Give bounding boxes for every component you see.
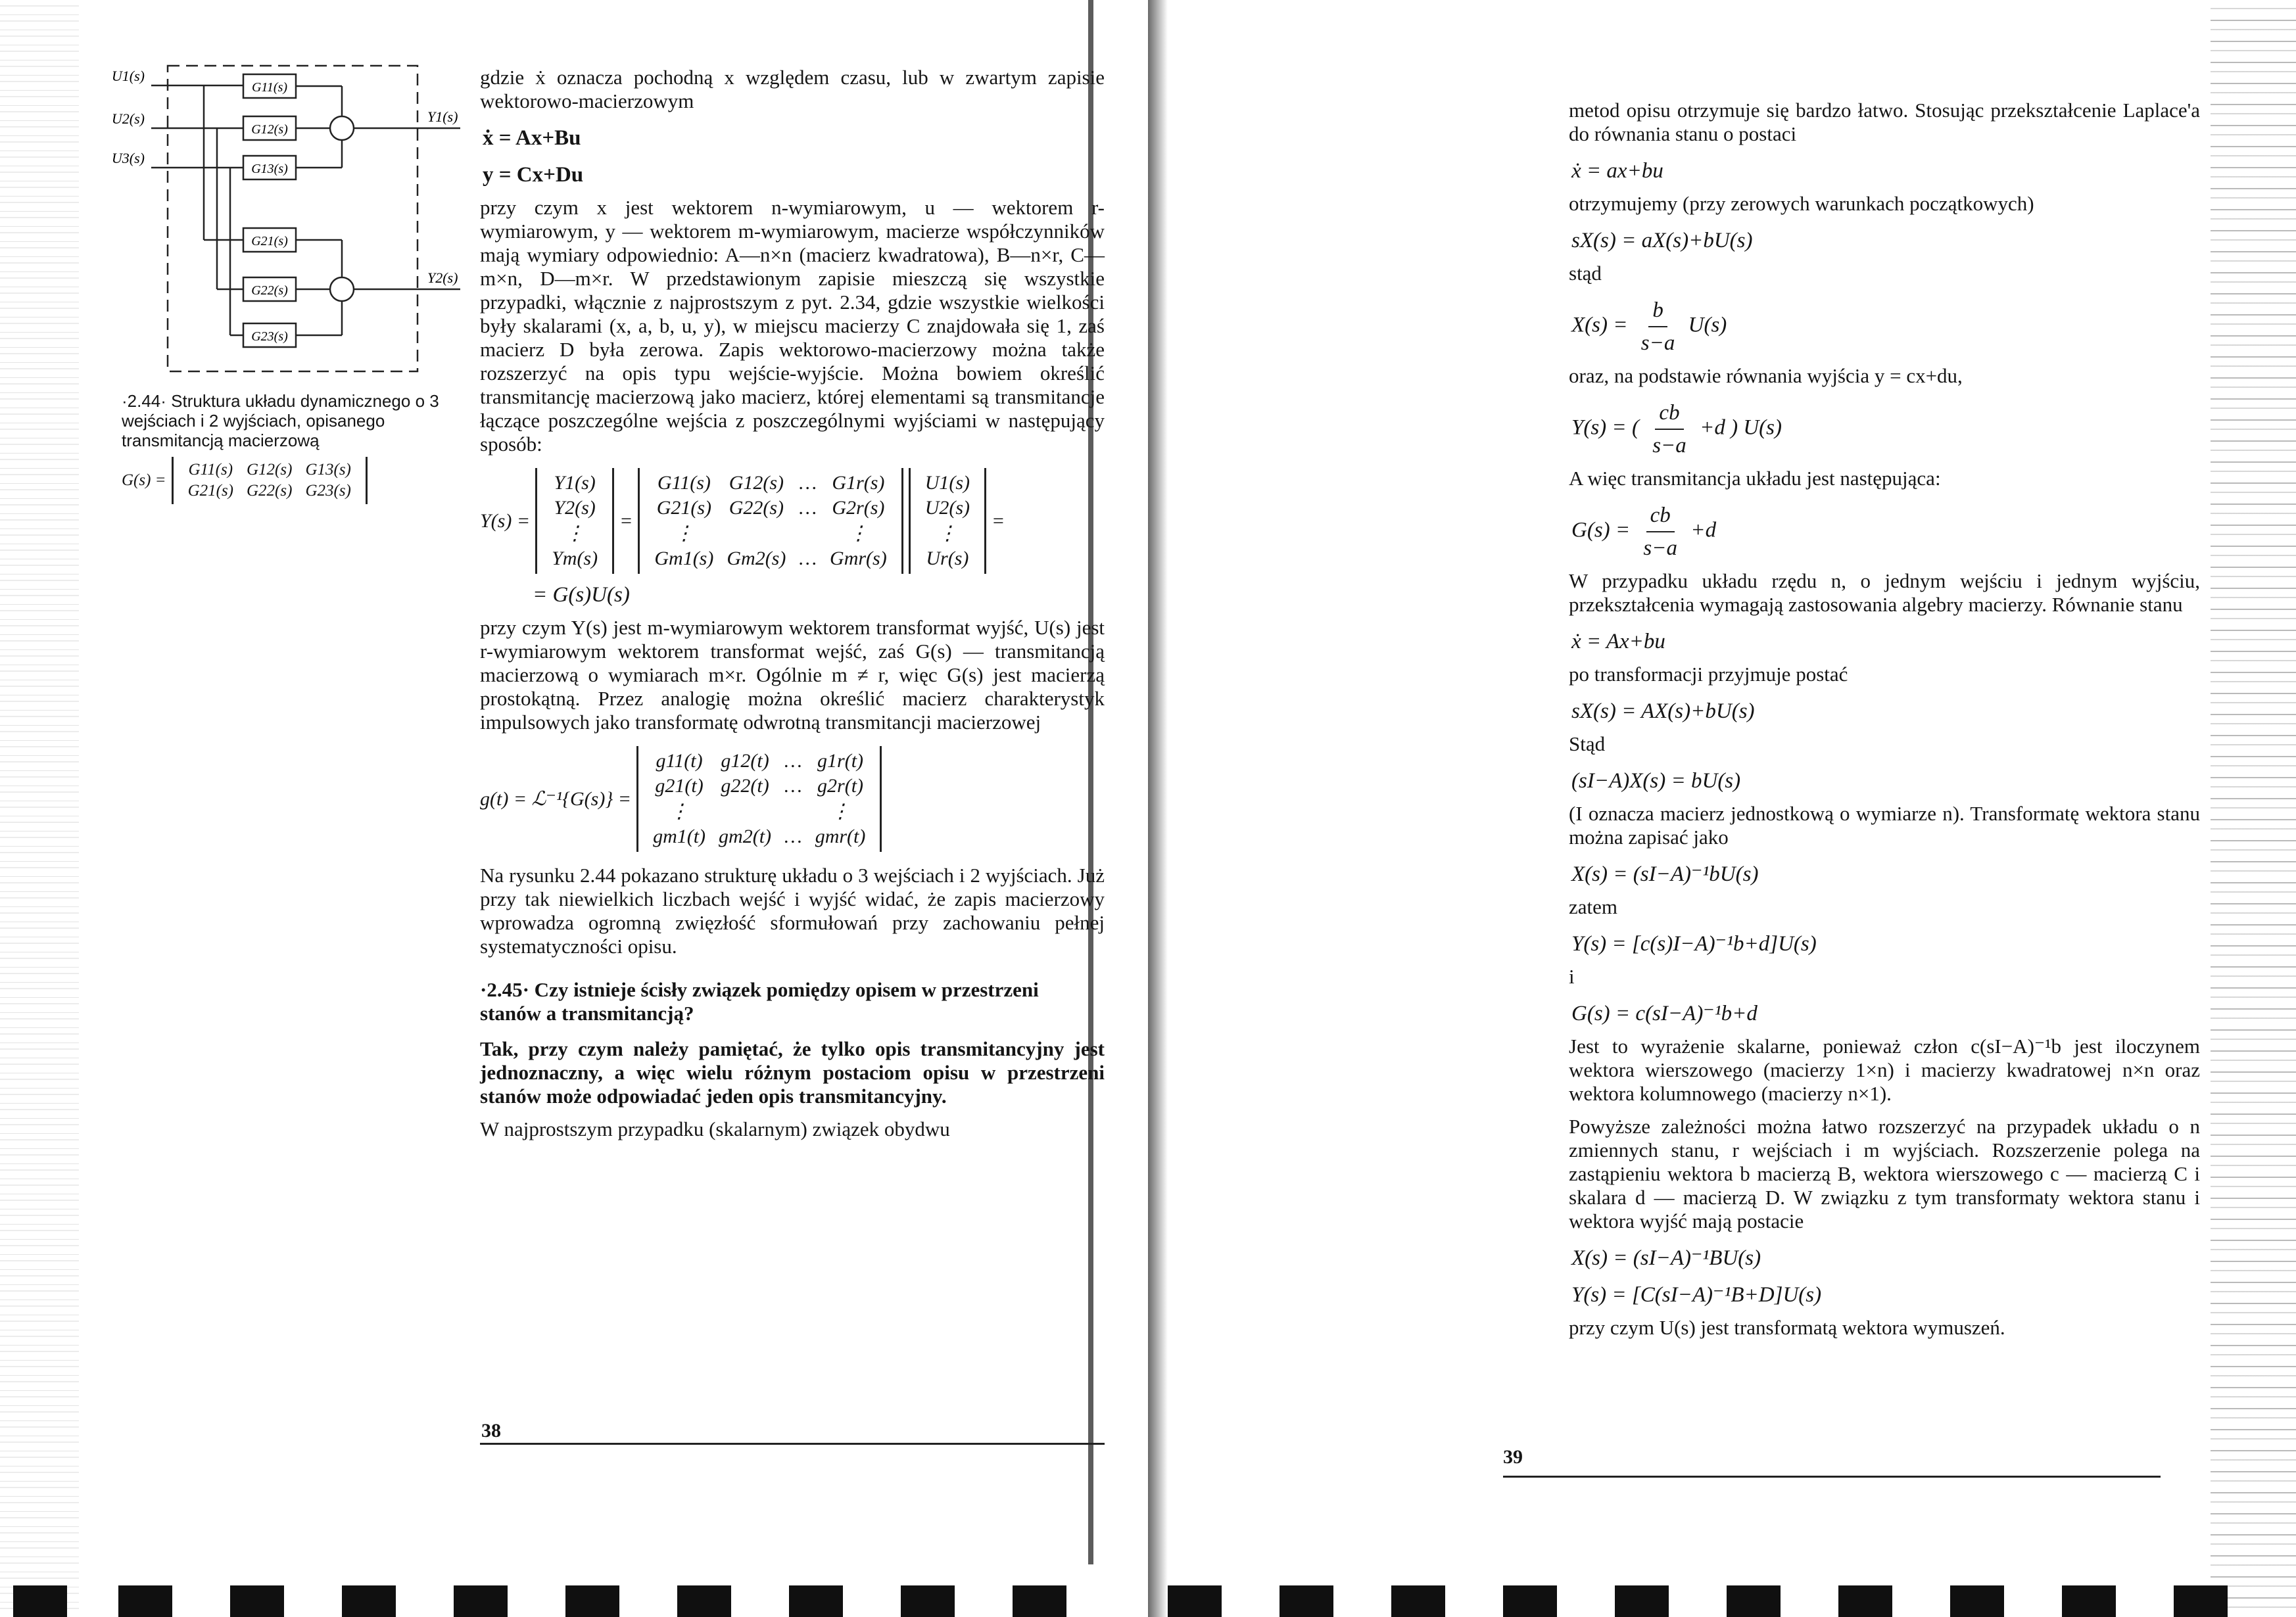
- figure-caption: ·2.44· Struktura układu dynamicznego o 3 wejściach i 2 wyjściach, opisanego transmitancją macierzową: [122, 391, 439, 450]
- cell: G1r(s): [832, 472, 885, 494]
- eq-rhs: +d: [1690, 518, 1717, 542]
- cell: G12(s): [729, 472, 784, 494]
- equation: Y(s) = [C(sI−A)⁻¹B+D]U(s): [1571, 1283, 1822, 1307]
- paragraph: A więc transmitancja układu jest następująca:: [1569, 467, 1941, 490]
- footer-rule: [480, 1443, 1105, 1445]
- paragraph: Stąd: [1569, 732, 1606, 755]
- output-label-y2: Y2(s): [427, 270, 458, 286]
- fraction-numerator: cb: [1646, 500, 1675, 532]
- cell: …: [799, 472, 817, 494]
- equation: X(s) = (sI−A)⁻¹bU(s): [1571, 862, 1759, 886]
- cell: Gmr(s): [830, 548, 887, 569]
- cell: G21(s): [656, 497, 712, 519]
- cell: G2r(s): [832, 497, 885, 519]
- paragraph: W najprostszym przypadku (skalarnym) związek obydwu: [480, 1117, 950, 1140]
- block-label-g22: G22(s): [251, 283, 288, 298]
- cell: G21(s): [187, 482, 233, 500]
- cell: Gm2(s): [727, 548, 786, 569]
- cell: …: [784, 750, 802, 772]
- cell: g21(t): [655, 775, 704, 797]
- answer-paragraph: Tak, przy czym należy pamiętać, że tylko opis transmitancyjny jest jednoznaczny, a więc wielu różnym postaciom opisu w przestrzeni stanów może odpowiadać jeden opis transmitancyjny.: [480, 1037, 1105, 1108]
- input-label-u1: U1(s): [111, 68, 145, 84]
- cell: G13(s): [305, 461, 351, 479]
- equation: ẋ = Ax+bu: [1571, 630, 1665, 653]
- eq-lhs: G(s) =: [1571, 518, 1631, 542]
- caption-matrix: [122, 457, 470, 504]
- equation: ẋ = ax+bu: [1571, 159, 1663, 183]
- page-number-left: 38: [481, 1420, 501, 1441]
- u-vector: [909, 468, 986, 574]
- gutter-shadow-right: [1148, 0, 1168, 1617]
- equation-fraction: [1571, 500, 2200, 564]
- cell: U1(s): [924, 472, 970, 494]
- paragraph: po transformacji przyjmuje postać: [1569, 663, 1848, 686]
- paragraph: przy czym Y(s) jest m-wymiarowym wektorem transformat wyjść, U(s) jest r-wymiarowym wektorem transformat wejść, zaś G(s) — transmitancją macierzową o wymiarach m×r. Ogólnie m ≠ r, więc G(s) jest macierzą prostokątną. Przez analogię można określić macierz charakterystyk impulsowych jako transformatę odwrotną transmitancji macierzowej: [480, 616, 1105, 734]
- eq-lhs: Y(s) = (: [1571, 415, 1639, 440]
- matrix-eq-tail: = G(s)U(s): [533, 583, 630, 607]
- block-label-g13: G13(s): [251, 162, 288, 176]
- cell: g22(t): [721, 775, 769, 797]
- cell: g2r(t): [817, 775, 864, 797]
- equation: sX(s) = aX(s)+bU(s): [1571, 229, 1753, 252]
- cell: [712, 799, 778, 824]
- equation-fraction: [1571, 397, 2200, 461]
- paragraph: otrzymujemy (przy zerowych warunkach początkowych): [1569, 192, 2034, 215]
- equation: Y(s) = [c(s)I−A)⁻¹b+d]U(s): [1571, 932, 1817, 956]
- cell: ⋮: [669, 801, 690, 822]
- block-label-g23: G23(s): [251, 329, 288, 344]
- cell: …: [784, 826, 802, 847]
- figure-caption-block: [122, 391, 470, 504]
- impulse-eq-lhs: g(t) = ℒ⁻¹{G(s)} =: [480, 788, 632, 810]
- equation: sX(s) = AX(s)+bU(s): [1571, 699, 1755, 723]
- cell: Ym(s): [552, 548, 598, 569]
- eq-lhs: X(s) =: [1571, 313, 1628, 337]
- scan-border-bottom: [1148, 1584, 2296, 1617]
- cell: Y1(s): [554, 472, 596, 494]
- eq-rhs: U(s): [1688, 313, 1727, 337]
- block-diagram: [111, 56, 487, 385]
- cell: [720, 521, 792, 546]
- cell: U2(s): [924, 497, 970, 519]
- left-text-column: [480, 66, 1105, 1150]
- paragraph: metod opisu otrzymuje się bardzo łatwo. Stosując przekształcenie Laplace'a do równania stanu o postaci: [1569, 99, 2200, 145]
- impulse-matrix-equation: [480, 746, 1105, 852]
- fraction-denominator: s−a: [1640, 331, 1675, 355]
- caption-matrix-body: [172, 457, 368, 504]
- paragraph: (I oznacza macierz jednostkową o wymiarze n). Transformatę wektora stanu można zapisać jako: [1569, 802, 2200, 849]
- summing-junction-1: [330, 116, 354, 140]
- cell: G23(s): [305, 482, 351, 500]
- fraction-numerator: cb: [1655, 397, 1683, 430]
- cell: …: [799, 548, 817, 569]
- equation-output: y = Cx+Du: [483, 163, 584, 187]
- cell: g12(t): [721, 750, 769, 772]
- matrix-eq-lhs: Y(s) =: [480, 509, 531, 532]
- fraction-denominator: s−a: [1652, 434, 1686, 457]
- caption-matrix-lhs: G(s) =: [122, 471, 166, 489]
- paragraph: Na rysunku 2.44 pokazano strukturę układu o 3 wejściach i 2 wyjściach. Już przy tak niewielkich liczbach wejść i wyjść widać, że zapis macierzowy wprowadza ogromną zwięzłość sformułowań przy zachowaniu pełnej systematyczności opisu.: [480, 864, 1105, 958]
- cell: g1r(t): [817, 750, 864, 772]
- paragraph: oraz, na podstawie równania wyjścia y = cx+du,: [1569, 364, 1963, 387]
- question-heading: ·2.45· Czy istnieje ścisły związek pomiędzy opisem w przestrzeni stanów a transmitancją?: [480, 978, 1039, 1025]
- eq-rhs: +d ) U(s): [1700, 415, 1782, 440]
- cell: G12(s): [247, 461, 293, 479]
- cell: ⋮: [830, 801, 851, 822]
- block-label-g21: G21(s): [251, 234, 288, 248]
- summing-junction-2: [330, 277, 354, 301]
- g-matrix: [638, 468, 903, 574]
- cell: G11(s): [657, 472, 711, 494]
- scan-border-bottom: [0, 1584, 1148, 1617]
- input-label-u2: U2(s): [111, 110, 145, 127]
- equation: (sI−A)X(s) = bU(s): [1571, 769, 1741, 793]
- cell: …: [784, 775, 802, 797]
- y-vector: [535, 468, 614, 574]
- cell: gm2(t): [719, 826, 772, 847]
- cell: G11(s): [188, 461, 233, 479]
- block-label-g12: G12(s): [251, 122, 288, 137]
- paragraph: przy czym U(s) jest transformatą wektora wymuszeń.: [1569, 1316, 2005, 1339]
- input-label-u3: U3(s): [111, 150, 145, 166]
- cell: gmr(t): [815, 826, 866, 847]
- cell: G22(s): [247, 482, 293, 500]
- paragraph: przy czym x jest wektorem n-wymiarowym, u — wektorem r-wymiarowym, y — wektorem m-wymiarowym, macierze współczynników mają wymiary odpowiednio: A—n×n (macierz kwadratowa), B—n×r, C—m×n, D—m×r. W przedstawionym zapisie mieszczą się wszystkie przypadki, włącznie z najprostszym z pyt. 2.34, gdzie wszystkie wielkości były skalarami (x, a, b, u, y), w miejscu macierzy C znajdowała się 1, zaś macierz D była zerowa. Zapis wektorowo-macierzowy można także rozszerzyć na opis typu wejście-wyjście. Można bowiem określić transmitancję macierzową jako macierz, której elementami są transmitancje łączące poszczególne wejścia z poszczególnymi wyjściami w następujący sposób:: [480, 196, 1105, 456]
- right-page: [1148, 0, 2296, 1617]
- block-label-g11: G11(s): [251, 80, 288, 95]
- equation: X(s) = (sI−A)⁻¹BU(s): [1571, 1246, 1761, 1270]
- footer-rule: [1503, 1476, 2161, 1478]
- equation-state: ẋ = Ax+Bu: [483, 126, 581, 150]
- cell: Gm1(s): [654, 548, 714, 569]
- fraction-denominator: s−a: [1643, 536, 1678, 560]
- cell: [778, 799, 809, 824]
- scan-noise-left: [0, 0, 79, 1617]
- right-text-column: [1569, 99, 2200, 1349]
- paragraph: Powyższe zależności można łatwo rozszerzyć na przypadek układu o n zmiennych stanu, r wejściach i m wyjściach. Rozszerzenie polega na zastąpieniu wektora b macierzą B, wektora wierszowego c — macierzą C i skalara d — macierzą D. W związku z tym transformaty wektora stanu i wektora wyjść mają postacie: [1569, 1115, 2200, 1232]
- cell: ⋮: [565, 523, 585, 544]
- cell: …: [799, 497, 817, 519]
- paragraph: zatem: [1569, 895, 1618, 918]
- cell: g11(t): [656, 750, 703, 772]
- fraction-numerator: b: [1648, 294, 1667, 327]
- cell: ⋮: [937, 523, 957, 544]
- cell: Y2(s): [554, 497, 596, 519]
- cell: [792, 521, 823, 546]
- cell: gm1(t): [653, 826, 706, 847]
- cell: ⋮: [674, 523, 694, 544]
- cell: ⋮: [848, 523, 869, 544]
- cell: G22(s): [729, 497, 784, 519]
- equation: G(s) = c(sI−A)⁻¹b+d: [1571, 1002, 1758, 1025]
- scan-noise-right: [2211, 0, 2296, 1617]
- cell: Ur(s): [926, 548, 969, 569]
- impulse-matrix: [636, 746, 882, 852]
- paragraph: i: [1569, 965, 1575, 988]
- page-number-right: 39: [1503, 1446, 1523, 1468]
- paragraph: Jest to wyrażenie skalarne, ponieważ człon c(sI−A)⁻¹b jest iloczynem wektora wierszowego (macierzy 1×n) i macierzy kwadratowej n×n oraz wektora kolumnowego (macierzy n×1).: [1569, 1035, 2200, 1105]
- equation-fraction: [1571, 294, 2200, 359]
- paragraph: W przypadku układu rzędu n, o jednym wejściu i jednym wyjściu, przekształcenia wymagają zastosowania algebry macierzy. Równanie stanu: [1569, 569, 2200, 616]
- paragraph: gdzie ẋ oznacza pochodną x względem czasu, lub w zwartym zapisie wektorowo-macierzowym: [480, 66, 1105, 112]
- matrix-equation: Y(s) = Y1(s) Y2(s) ⋮ Ym(s) = G11(s) G12(s) … G1r(s) G21(s) G22(s) … G2r(s) ⋮ ⋮ Gm1(s) Gm2(s) … Gmr(s) U1(s) U2(s) ⋮ Ur(s) =: [480, 468, 1105, 574]
- output-label-y1: Y1(s): [427, 108, 458, 125]
- paragraph: stąd: [1569, 262, 1602, 285]
